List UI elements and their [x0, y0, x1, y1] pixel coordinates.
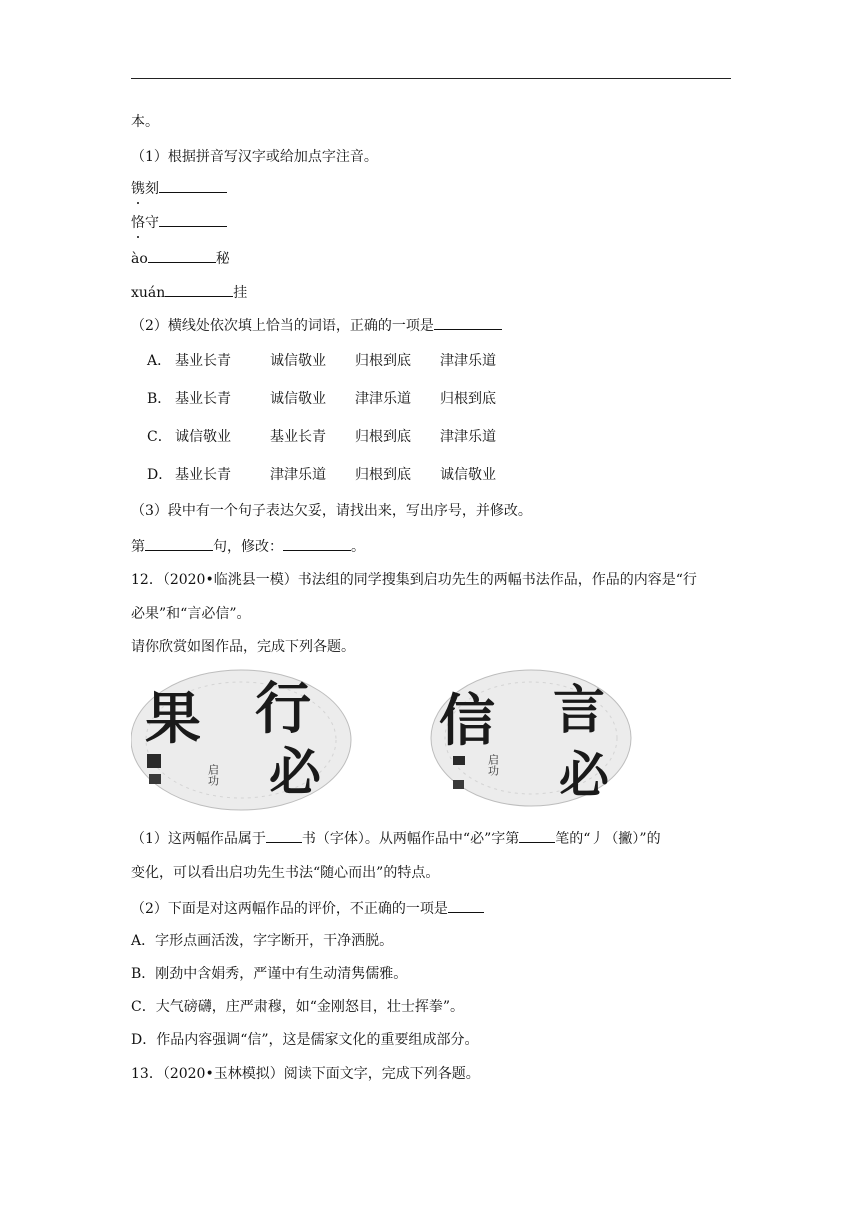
answer-blank[interactable]: [283, 536, 351, 551]
q11-option-d[interactable]: [147, 465, 496, 485]
calligraphy-char: 必: [269, 742, 322, 803]
q12-p1-line-1: [131, 828, 661, 849]
q12-option-a[interactable]: A．字形点画活泼，字字断开，干净洒脱。: [131, 933, 394, 949]
option-letter: A．: [147, 353, 172, 369]
q12-p2-prompt: [131, 898, 484, 919]
item-text: 刻: [145, 181, 159, 197]
prompt-text: 书（字体）。从两幅作品中“必”字第: [301, 831, 520, 847]
answer-blank[interactable]: [266, 828, 302, 843]
signature: 启功: [486, 754, 500, 776]
q11-option-b[interactable]: [147, 389, 496, 409]
option-word: 诚信敬业: [270, 353, 326, 369]
option-word: 诚信敬业: [175, 429, 231, 445]
calligraphy-left: [131, 670, 351, 810]
answer-blank[interactable]: [434, 315, 502, 330]
q12-option-c[interactable]: C．大气磅礴，庄严肃穆，如“金刚怒目，壮士挥拳”。: [131, 999, 465, 1015]
option-word: 基业长青: [175, 353, 231, 369]
calligraphy-right: [431, 670, 631, 806]
prompt-text: （1）这两幅作品属于: [131, 831, 266, 847]
top-fragment: 本。: [131, 114, 159, 130]
q12-p1-line-2: 变化，可以看出启功先生书法“随心而出”的特点。: [131, 865, 440, 881]
q13-line: 13．（2020•玉林模拟）阅读下面文字，完成下列各题。: [131, 1066, 480, 1082]
calligraphy-char: 果: [145, 686, 201, 752]
q11-option-c[interactable]: [147, 427, 496, 447]
dotted-char: 镌: [131, 181, 145, 197]
item-text: 挂: [233, 285, 248, 301]
seal-stamp: [453, 756, 465, 765]
prompt-text: 笔的“丿（撇）”的: [555, 831, 661, 847]
calligraphy-char: 信: [439, 688, 495, 754]
option-word: 基业长青: [270, 429, 326, 445]
calligraphy-char: 行: [255, 676, 311, 742]
q11-p3-answer: [131, 536, 365, 557]
option-word: 基业长青: [175, 391, 231, 407]
pinyin-text: xuán: [131, 285, 166, 301]
q11-item-1: [131, 178, 227, 199]
pinyin-text: ào: [131, 251, 148, 267]
option-word: 津津乐道: [440, 353, 496, 369]
answer-blank[interactable]: [165, 282, 233, 297]
answer-text: 第: [131, 539, 145, 555]
q11-pinyin-2: [131, 282, 247, 303]
option-letter: B．: [147, 391, 172, 407]
option-word: 基业长青: [175, 467, 231, 483]
q12-line-2: 必果”和“言必信”。: [131, 606, 251, 622]
q12-line-3: 请你欣赏如图作品，完成下列各题。: [131, 639, 355, 655]
signature: 启功: [206, 764, 220, 786]
prompt-text: （2）下面是对这两幅作品的评价，不正确的一项是: [131, 901, 448, 917]
q12-option-b[interactable]: B．刚劲中含娟秀，严谨中有生动清隽儒雅。: [131, 966, 408, 982]
q11-option-a[interactable]: [147, 351, 496, 371]
answer-blank[interactable]: [519, 828, 555, 843]
answer-blank[interactable]: [145, 536, 213, 551]
option-word: 诚信敬业: [270, 391, 326, 407]
seal-stamp: [149, 774, 161, 784]
q12-option-d[interactable]: D．作品内容强调“信”，这是儒家文化的重要组成部分。: [131, 1032, 479, 1048]
header-rule: [131, 78, 731, 79]
calligraphy-char: 必: [559, 745, 609, 804]
option-word: 津津乐道: [355, 391, 411, 407]
seal-stamp: [147, 754, 161, 768]
q11-p1-prompt: （1）根据拼音写汉字或给加点字注音。: [131, 149, 378, 165]
answer-blank[interactable]: [159, 178, 227, 193]
dotted-char: 恪: [131, 215, 145, 231]
option-letter: C．: [147, 429, 172, 445]
q11-p3-prompt: （3）段中有一个句子表达欠妥，请找出来，写出序号，并修改。: [131, 503, 532, 519]
calligraphy-char: 言: [553, 680, 606, 741]
q11-item-2: [131, 212, 227, 233]
option-word: 归根到底: [355, 429, 411, 445]
item-text: 守: [145, 215, 159, 231]
calligraphy-svg: [131, 668, 731, 813]
option-word: 归根到底: [355, 467, 411, 483]
option-word: 诚信敬业: [440, 467, 496, 483]
answer-blank[interactable]: [448, 898, 484, 913]
calligraphy-images: [131, 668, 731, 813]
prompt-text: （2）横线处依次填上恰当的词语，正确的一项是: [131, 318, 434, 334]
q11-p2-prompt: [131, 315, 502, 336]
answer-blank[interactable]: [148, 248, 216, 263]
item-text: 秘: [215, 251, 230, 267]
option-word: 归根到底: [440, 391, 496, 407]
option-word: 津津乐道: [270, 467, 326, 483]
answer-blank[interactable]: [159, 212, 227, 227]
option-word: 归根到底: [355, 353, 411, 369]
seal-stamp: [453, 780, 464, 789]
answer-text: 。: [351, 539, 365, 555]
answer-text: 句，修改：: [213, 539, 283, 555]
q11-pinyin-1: [131, 248, 230, 269]
q12-line-1: 12．（2020•临洮县一模）书法组的同学搜集到启功先生的两幅书法作品，作品的内容是“行: [131, 572, 697, 588]
option-letter: D．: [147, 467, 173, 483]
option-word: 津津乐道: [440, 429, 496, 445]
